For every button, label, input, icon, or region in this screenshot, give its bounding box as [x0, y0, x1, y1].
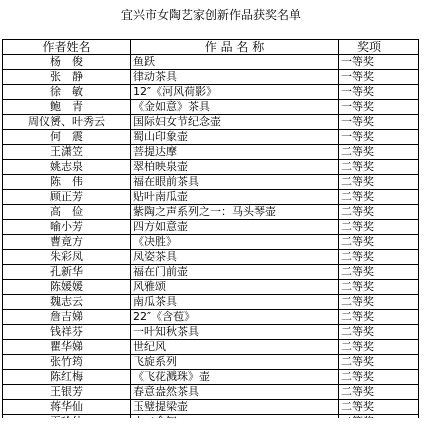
work-cell: 紫陶之声系列之一：马头琴壶: [131, 205, 339, 220]
award-table: [2, 39, 419, 430]
author-cell: 詹吉娣: [3, 310, 131, 325]
author-cell: 陈红梅: [3, 370, 131, 385]
table-row: [3, 385, 419, 400]
award-cell: 一等奖: [339, 115, 419, 130]
author-cell: 瞿华娣: [3, 340, 131, 355]
award-cell: 一等奖: [339, 130, 419, 145]
table-row: [3, 250, 419, 265]
award-cell: 一等奖: [339, 85, 419, 100]
author-cell: 陈媛媛: [3, 280, 131, 295]
work-cell: 蜀山印象壶: [131, 130, 339, 145]
award-cell: 二等奖: [339, 370, 419, 385]
author-cell: 朱彩凤: [3, 250, 131, 265]
author-cell: 王潇笠: [3, 145, 131, 160]
author-cell: 鲍 青: [3, 100, 131, 115]
award-cell: 二等奖: [339, 355, 419, 370]
work-cell: 世纪风: [131, 340, 339, 355]
table-row: [3, 310, 419, 325]
table-row: [3, 355, 419, 370]
award-cell: 二等奖: [339, 280, 419, 295]
award-cell: 二等奖: [339, 340, 419, 355]
work-cell: 《飞花溅珠》壶: [131, 370, 339, 385]
award-cell: 一等奖: [339, 55, 419, 70]
table-header-row: [3, 40, 419, 55]
author-cell: 姚志泉: [3, 160, 131, 175]
author-cell: 王银芳: [3, 385, 131, 400]
author-cell: 孔新华: [3, 265, 131, 280]
author-cell: 顾正芳: [3, 190, 131, 205]
table-row: [3, 175, 419, 190]
table-row: [3, 145, 419, 160]
work-cell: 22″《含苞》: [131, 310, 339, 325]
table-row: [3, 130, 419, 145]
award-cell: 二等奖: [339, 250, 419, 265]
table-row: [3, 235, 419, 250]
work-cell: 《金如意》茶具: [131, 100, 339, 115]
author-cell: 曹竟方: [3, 235, 131, 250]
work-cell: 凤姿茶具: [131, 250, 339, 265]
award-cell: 二等奖: [339, 310, 419, 325]
work-cell: 福在眼前茶具: [131, 175, 339, 190]
table-row: [3, 205, 419, 220]
award-cell: 一等奖: [339, 70, 419, 85]
award-cell: 二等奖: [339, 190, 419, 205]
author-cell: 喻小芳: [3, 220, 131, 235]
work-cell: 鱼跃: [131, 55, 339, 70]
author-cell: 杨 俊: [3, 55, 131, 70]
table-row: [3, 295, 419, 310]
work-cell: 翠柏映泉壶: [131, 160, 339, 175]
award-cell: 二等奖: [339, 265, 419, 280]
award-cell: 二等奖: [339, 220, 419, 235]
award-cell: 一等奖: [339, 100, 419, 115]
author-cell: 何 震: [3, 130, 131, 145]
table-row: [3, 115, 419, 130]
award-cell: 二等奖: [339, 205, 419, 220]
work-cell: 律动茶具: [131, 70, 339, 85]
work-cell: 贴叶南瓜壶: [131, 190, 339, 205]
award-cell: 二等奖: [339, 145, 419, 160]
author-cell: 张 静: [3, 70, 131, 85]
work-cell: 《决胜》: [131, 235, 339, 250]
table-row: [3, 265, 419, 280]
author-cell: 张竹筠: [3, 355, 131, 370]
work-cell: 春意盎然茶具: [131, 385, 339, 400]
author-cell: 周仪赟、叶秀云: [3, 115, 131, 130]
author-cell: 陈 伟: [3, 175, 131, 190]
table-row: [3, 325, 419, 340]
work-cell: 菩提达摩: [131, 145, 339, 160]
table-row: [3, 400, 419, 415]
page-cutoff: [0, 418, 422, 431]
table-row: [3, 190, 419, 205]
document-title: 宜兴市女陶艺家创新作品获奖名单: [120, 8, 301, 22]
author-cell: 魏志云: [3, 295, 131, 310]
author-cell: 钱祥芬: [3, 325, 131, 340]
award-cell: 二等奖: [339, 325, 419, 340]
work-cell: 南瓜茶具: [131, 295, 339, 310]
table-row: [3, 55, 419, 70]
table-row: [3, 100, 419, 115]
award-cell: 二等奖: [339, 385, 419, 400]
work-cell: 四方如意壶: [131, 220, 339, 235]
table-row: [3, 220, 419, 235]
table-row: [3, 370, 419, 385]
header-author: 作者姓名: [3, 40, 131, 55]
table-row: [3, 280, 419, 295]
award-cell: 二等奖: [339, 160, 419, 175]
table-row: [3, 340, 419, 355]
work-cell: 玉璧提梁壶: [131, 400, 339, 415]
award-cell: 二等奖: [339, 175, 419, 190]
work-cell: 国际妇女节纪念壶: [131, 115, 339, 130]
author-cell: 高 俭: [3, 205, 131, 220]
award-cell: 二等奖: [339, 295, 419, 310]
work-cell: 飞旋系列: [131, 355, 339, 370]
table-row: [3, 160, 419, 175]
work-cell: 福在门前壶: [131, 265, 339, 280]
table-row: [3, 70, 419, 85]
header-award: 奖项: [339, 40, 419, 55]
author-cell: 徐 敏: [3, 85, 131, 100]
author-cell: 蒋华仙: [3, 400, 131, 415]
award-cell: 二等奖: [339, 235, 419, 250]
work-cell: 风雅颂: [131, 280, 339, 295]
work-cell: 12″《河风荷影》: [131, 85, 339, 100]
work-cell: 一叶知秋茶具: [131, 325, 339, 340]
table-row: [3, 85, 419, 100]
award-cell: 二等奖: [339, 400, 419, 415]
header-work: 作 品 名 称: [131, 40, 339, 55]
